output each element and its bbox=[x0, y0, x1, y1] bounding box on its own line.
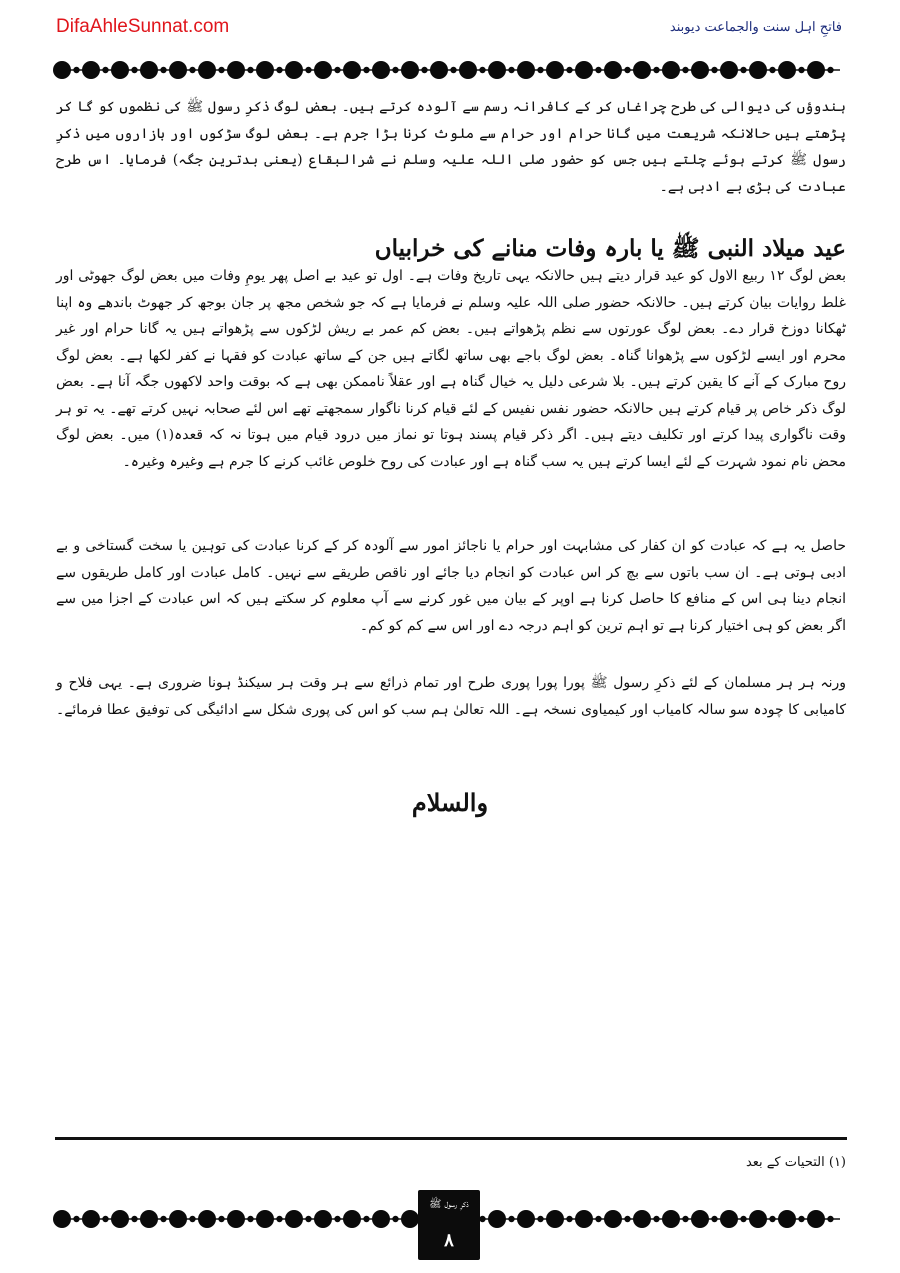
dot-large bbox=[343, 1210, 361, 1228]
dot-large bbox=[430, 61, 448, 79]
dot-large bbox=[111, 61, 129, 79]
dot-small bbox=[740, 67, 746, 73]
dot-large bbox=[314, 61, 332, 79]
dot-small bbox=[305, 67, 311, 73]
dot-small bbox=[334, 67, 340, 73]
dot-small bbox=[566, 1216, 572, 1222]
dot-large bbox=[285, 61, 303, 79]
dot-small bbox=[450, 67, 456, 73]
dot-small bbox=[218, 1216, 224, 1222]
dot-small bbox=[798, 67, 804, 73]
dot-large bbox=[575, 61, 593, 79]
dot-large bbox=[343, 61, 361, 79]
footnote-divider bbox=[55, 1137, 847, 1140]
page-badge bbox=[418, 1190, 480, 1260]
dot-large bbox=[140, 61, 158, 79]
dot-large bbox=[720, 61, 738, 79]
paragraph-intro: ہندوؤں کی دیوالی کی طرح چراغاں کر کے کافرانہ رسم سے آلودہ کرتے ہیں۔ بعض لوگ ذکرِ رسول ﷺ کی نظموں کو گا کر پڑھتے ہیں حالانکہ شریعت میں گانا حرام اور حرام سے ملوث کرنا بڑا جرم ہے۔ بعض لوگ سڑکوں اور بازاروں میں ذکرِ رسول ﷺ کرتے ہوئے چلتے ہیں جس کو حضور صلی اللہ علیہ وسلم نے شرالبقاع (یعنی بدترین جگہ) فرمایا۔ اس طرح عبادت کی بڑی بے ادبی ہے۔ bbox=[56, 99, 846, 195]
dot-large bbox=[227, 1210, 245, 1228]
dot-large bbox=[517, 61, 535, 79]
dot-large bbox=[401, 1210, 419, 1228]
dot-small bbox=[479, 1216, 485, 1222]
site-link[interactable]: DifaAhleSunnat.com bbox=[56, 16, 230, 37]
dot-small bbox=[595, 1216, 601, 1222]
dot-small bbox=[479, 67, 485, 73]
dot-large bbox=[169, 61, 187, 79]
dot-large bbox=[53, 1210, 71, 1228]
dot-large bbox=[691, 61, 709, 79]
dot-large bbox=[720, 1210, 738, 1228]
dot-large bbox=[227, 61, 245, 79]
dot-large bbox=[285, 1210, 303, 1228]
top-dot-border bbox=[52, 60, 848, 80]
dot-small bbox=[392, 1216, 398, 1222]
dot-border-ornament bbox=[52, 60, 848, 80]
dot-small bbox=[247, 1216, 253, 1222]
dot-large bbox=[256, 61, 274, 79]
dot-large bbox=[488, 1210, 506, 1228]
dot-large bbox=[53, 61, 71, 79]
dot-small bbox=[711, 67, 717, 73]
dot-large bbox=[604, 1210, 622, 1228]
dot-large bbox=[517, 1210, 535, 1228]
dot-small bbox=[566, 67, 572, 73]
dot-small bbox=[276, 1216, 282, 1222]
dot-large bbox=[372, 61, 390, 79]
dot-small bbox=[189, 1216, 195, 1222]
dot-large bbox=[459, 61, 477, 79]
dot-small bbox=[131, 67, 137, 73]
dot-small bbox=[73, 1216, 79, 1222]
dot-small bbox=[682, 1216, 688, 1222]
dot-small bbox=[421, 67, 427, 73]
closing-salutation: والسلام bbox=[411, 788, 489, 817]
dot-large bbox=[633, 1210, 651, 1228]
dot-small bbox=[653, 1216, 659, 1222]
dot-small bbox=[740, 1216, 746, 1222]
dot-large bbox=[198, 61, 216, 79]
dot-large bbox=[111, 1210, 129, 1228]
badge-title: ذکرِ رسول ﷺ bbox=[429, 1199, 469, 1210]
dot-small bbox=[769, 1216, 775, 1222]
dot-small bbox=[102, 1216, 108, 1222]
dot-small bbox=[711, 1216, 717, 1222]
paragraph-milad: بعض لوگ ۱۲ ربیع الاول کو عید قرار دیتے ہیں حالانکہ یہی تاریخ وفات ہے۔ اول تو عید بے اصل پھر یومِ وفات میں بعض لوگ جھوٹی اور غلط روایات بیان کرتے ہیں۔ حالانکہ حضور صلی اللہ علیہ وسلم نے فرمایا ہے کہ جو شخص مجھ پر جان بوجھ کر جھوٹ باندھے وہ اپنا ٹھکانا دوزخ قرار دے۔ بعض لوگ عورتوں سے نظم پڑھواتے ہیں۔ بعض کم عمر بے ریش لڑکوں سے پڑھواتے ہیں یہ گانا حرام اور غیر محرم اور ایسے لڑکوں سے پڑھوانا گناہ۔ بعض لوگ باجے بھی ساتھ لگاتے ہیں جن کے ساتھ عبادت کو فقہا نے کفر لکھا ہے۔ بعض لوگ روح مبارک کے آنے کا یقین کرتے ہیں۔ بلا شرعی دلیل یہ خیال گناہ ہے اور عقلاً ناممکن بھی ہے کہ بوقت واحد لاکھوں جگہ آنا ہے۔ بعض لوگ ذکر خاص پر قیام کرتے ہیں حالانکہ حضور نفس نفیس کے لئے قیام کرنا ناگوار سمجھتے تھے اس لئے صحابہ نہیں کرتے تھے۔ یہ تو ہر وقت ناگواری پیدا کرتے اور تکلیف دیتے ہیں۔ اگر ذکر قیام پسند ہوتا تو نماز میں درود قیام میں ہوتا نہ کہ قعدہ(۱) میں۔ بعض لوگ محض نام نمود شہرت کے لئے ایسا کرتے ہیں یہ سب گناہ ہے اور عبادت کی روح خلوص غائب کرنے کا جرم ہے وغیرہ وغیرہ۔ bbox=[56, 268, 846, 470]
dot-small bbox=[305, 1216, 311, 1222]
dot-large bbox=[82, 61, 100, 79]
paragraph-summary: حاصل یہ ہے کہ عبادت کو ان کفار کی مشابہت اور حرام یا ناجائز امور سے آلودہ کر کے کرنا عبادت کی توہین یا سخت گستاخی و بے ادبی ہوتی ہے۔ ان سب باتوں سے بچ کر اس عبادت کو انجام دیا جائے اور ناقص طریقے سے نہیں۔ کامل عبادت اور کامل طریقوں سے انجام دینا ہی اس کے منافع کا حاصل کرنا ہے اوپر کے بیان میں غور کرنے سے آپ معلوم کر سکتے ہیں کہ اس عبادت کے اجزا میں سے اگر بعض کو ہی اختیار کرنا ہے تو اہم ترین کو اہم درجہ دے اور اس سے کم کو کم۔ bbox=[56, 538, 846, 634]
dot-large bbox=[662, 61, 680, 79]
dot-small bbox=[653, 67, 659, 73]
dot-large bbox=[778, 61, 796, 79]
dot-small bbox=[160, 67, 166, 73]
dot-small bbox=[363, 67, 369, 73]
dot-small bbox=[798, 1216, 804, 1222]
dot-large bbox=[401, 61, 419, 79]
dot-small bbox=[769, 67, 775, 73]
footnote: (۱) التحیات کے بعد bbox=[745, 1155, 846, 1170]
dot-small bbox=[595, 67, 601, 73]
dot-large bbox=[778, 1210, 796, 1228]
dot-large bbox=[488, 61, 506, 79]
dot-large bbox=[662, 1210, 680, 1228]
dot-small bbox=[247, 67, 253, 73]
dot-small bbox=[682, 67, 688, 73]
dot-small bbox=[537, 1216, 543, 1222]
dot-large bbox=[372, 1210, 390, 1228]
dot-large bbox=[633, 61, 651, 79]
dot-large bbox=[314, 1210, 332, 1228]
dot-large bbox=[749, 1210, 767, 1228]
dot-large bbox=[807, 1210, 825, 1228]
dot-small bbox=[827, 1216, 833, 1222]
dot-small bbox=[363, 1216, 369, 1222]
section-heading: عید میلاد النبی ﷺ یا بارہ وفات منانے کی خرابیاں bbox=[374, 235, 846, 262]
dot-large bbox=[749, 61, 767, 79]
dot-small bbox=[102, 67, 108, 73]
dot-large bbox=[546, 1210, 564, 1228]
dot-small bbox=[392, 67, 398, 73]
dot-small bbox=[189, 67, 195, 73]
dot-large bbox=[169, 1210, 187, 1228]
dot-large bbox=[140, 1210, 158, 1228]
dot-small bbox=[73, 67, 79, 73]
dot-small bbox=[508, 67, 514, 73]
header-title: فاتحِ اہل سنت والجماعت دیوبند bbox=[669, 20, 842, 35]
dot-large bbox=[256, 1210, 274, 1228]
dot-small bbox=[334, 1216, 340, 1222]
dot-small bbox=[160, 1216, 166, 1222]
dot-large bbox=[604, 61, 622, 79]
dot-small bbox=[276, 67, 282, 73]
dot-large bbox=[198, 1210, 216, 1228]
dot-large bbox=[82, 1210, 100, 1228]
dot-large bbox=[807, 61, 825, 79]
dot-small bbox=[827, 67, 833, 73]
page-number: ۸ bbox=[444, 1230, 454, 1251]
dot-small bbox=[218, 67, 224, 73]
paragraph-conclusion: ورنہ ہر ہر مسلمان کے لئے ذکرِ رسول ﷺ پورا پورا پوری طرح اور تمام ذرائع سے ہر وقت ہر سیکنڈ ہونا ضروری ہے۔ یہی فلاح و کامیابی کا چودہ سو سالہ کامیاب اور کیمیاوی نسخہ ہے۔ اللہ تعالیٰ ہم سب کو اس کی پوری شکل سے ادائیگی کی توفیق عطا فرمائے۔ bbox=[56, 675, 846, 718]
dot-small bbox=[131, 1216, 137, 1222]
dot-small bbox=[537, 67, 543, 73]
dot-small bbox=[508, 1216, 514, 1222]
dot-small bbox=[624, 67, 630, 73]
dot-small bbox=[624, 1216, 630, 1222]
dot-large bbox=[691, 1210, 709, 1228]
dot-large bbox=[546, 61, 564, 79]
dot-large bbox=[575, 1210, 593, 1228]
